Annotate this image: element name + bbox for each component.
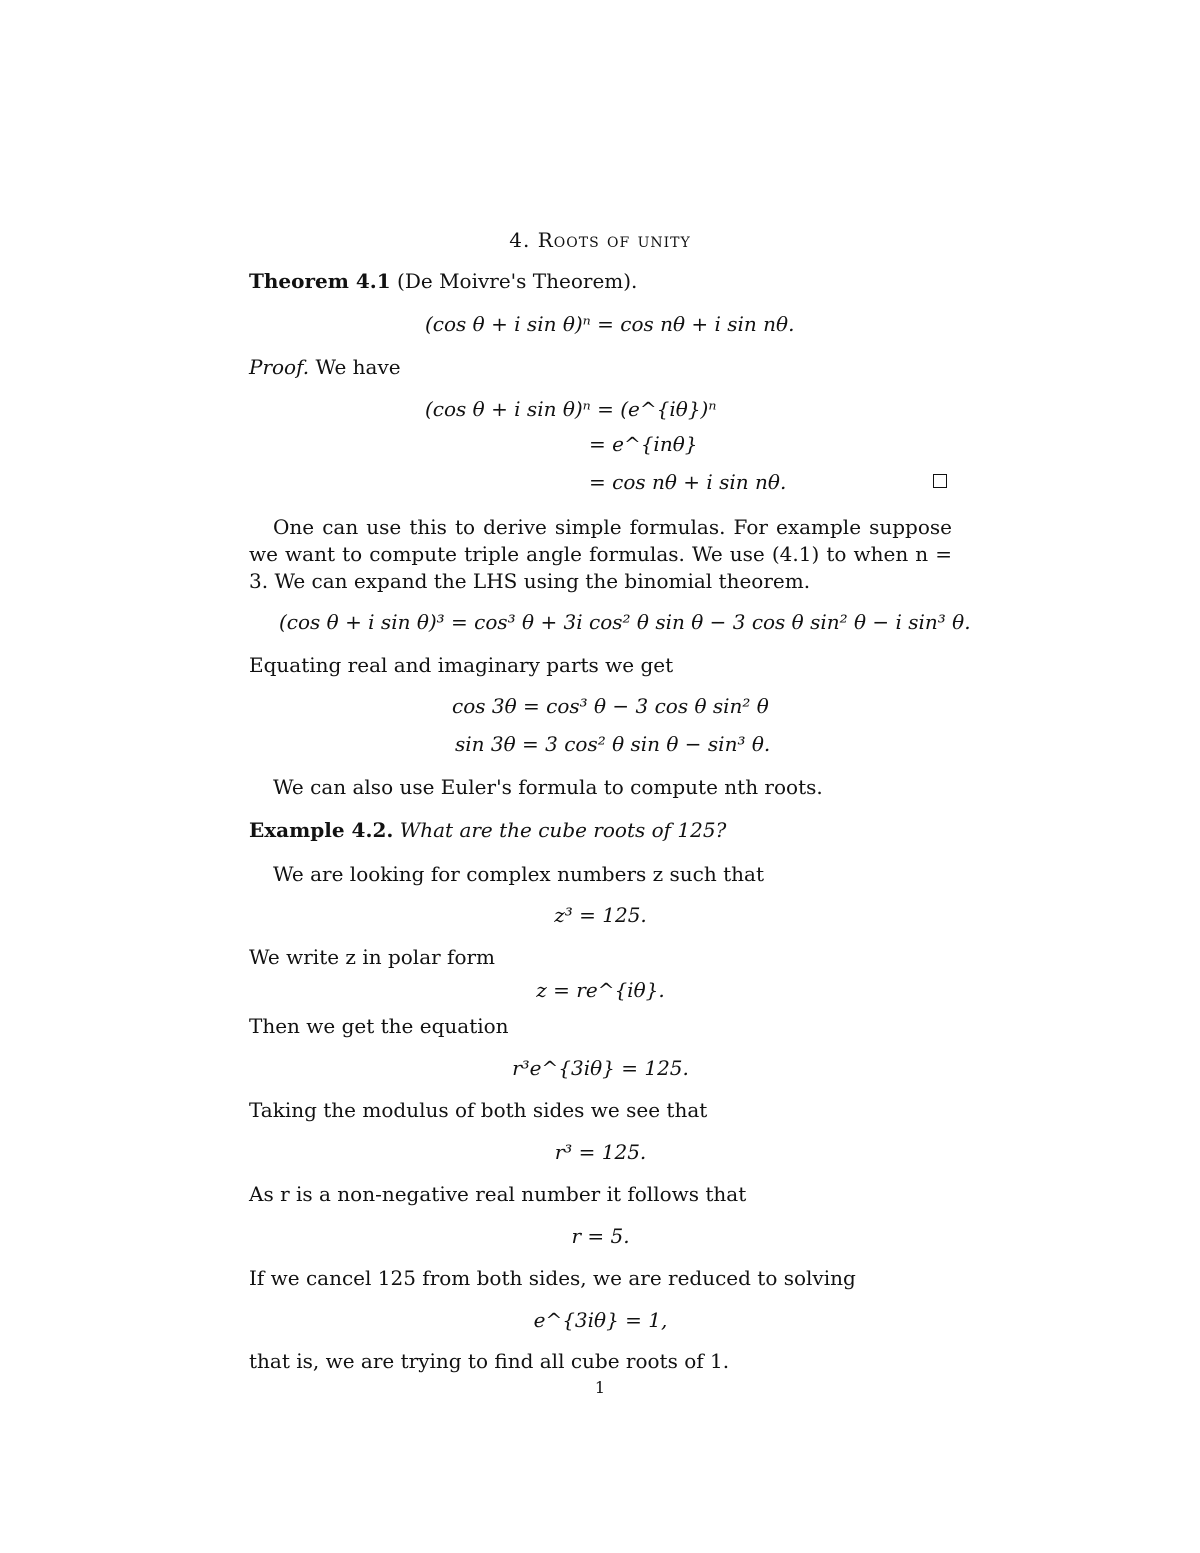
paragraph-polar-form: We write z in polar form [249, 945, 496, 969]
section-title: Roots of unity [537, 228, 691, 252]
proof-equation-line-2 [589, 432, 697, 456]
example-label: Example 4.2. [249, 818, 394, 842]
equation-r3-e3-text: r³e^{3iθ} = 125. [512, 1056, 689, 1080]
paragraph-equating: Equating real and imaginary parts we get [249, 653, 674, 677]
paragraph-modulus: Taking the modulus of both sides we see that [249, 1098, 708, 1122]
paragraph-cube-roots: that is, we are trying to find all cube roots of 1. [249, 1349, 730, 1373]
equation-e3-equals-1 [249, 1308, 952, 1332]
proof-line1-lhs: (cos θ + i sin θ)ⁿ [425, 397, 591, 421]
proof-line2-rhs: = e^{inθ} [589, 432, 698, 456]
equation-z-cubed [249, 903, 952, 927]
theorem-name: (De Moivre's Theorem). [397, 269, 638, 293]
paragraph-then-equation: Then we get the equation [249, 1014, 509, 1038]
equation-z-cubed-text: z³ = 125. [554, 903, 647, 927]
page-number: 1 [594, 1378, 606, 1397]
paragraph-triple-angle: One can use this to derive simple formulas. For example suppose we want to compute triple angle formulas. We use (4.1) to when n = 3. We can expand the LHS using the binomial theorem. [249, 515, 952, 593]
equation-demoivre-lhs: (cos θ + i sin θ)ⁿ [425, 312, 591, 336]
equation-demoivre-rhs: = cos nθ + i sin nθ. [597, 312, 795, 336]
theorem-statement [249, 269, 952, 293]
proof-line1-rhs: = (e^{iθ})ⁿ [597, 397, 717, 421]
theorem-label: Theorem 4.1 [249, 269, 391, 293]
equation-r-cubed [249, 1140, 952, 1164]
proof-line3-rhs: = cos nθ + i sin nθ. [589, 470, 787, 494]
paragraph-non-negative: As r is a non-negative real number it follows that [249, 1182, 747, 1206]
qed-square-icon [933, 474, 947, 488]
equation-r3-e3 [249, 1056, 952, 1080]
equation-e3-equals-1-text: e^{3iθ} = 1, [533, 1308, 668, 1332]
equation-cos3-lhs: cos 3θ [452, 694, 517, 718]
equation-sin3 [455, 732, 770, 756]
proof-equation-line-1 [425, 397, 716, 421]
equation-r-equals-5-text: r = 5. [571, 1224, 630, 1248]
equation-polar [249, 978, 952, 1002]
equation-sin3-rhs: = 3 cos² θ sin θ − sin³ θ. [522, 732, 771, 756]
proof-label: Proof. [249, 355, 310, 379]
equation-cos3 [452, 694, 769, 718]
paragraph-euler: We can also use Euler's formula to compute nth roots. [273, 775, 823, 799]
section-heading [0, 228, 1200, 252]
example-statement [249, 818, 952, 842]
proof-intro [249, 355, 952, 379]
equation-r-cubed-text: r³ = 125. [554, 1140, 647, 1164]
paragraph-cancel: If we cancel 125 from both sides, we are reduced to solving [249, 1266, 856, 1290]
equation-sin3-lhs: sin 3θ [455, 732, 516, 756]
section-number: 4. [509, 228, 531, 252]
equation-binomial-expansion [279, 610, 971, 634]
equation-cos3-rhs: = cos³ θ − 3 cos θ sin² θ [523, 694, 769, 718]
equation-r-equals-5 [249, 1224, 952, 1248]
example-question: What are the cube roots of 125? [399, 818, 727, 842]
equation-binomial-text: (cos θ + i sin θ)³ = cos³ θ + 3i cos² θ sin θ − 3 cos θ sin² θ − i sin³ θ. [279, 610, 971, 634]
equation-demoivre [425, 312, 794, 336]
proof-equation-line-3 [589, 470, 786, 494]
equation-polar-text: z = re^{iθ}. [536, 978, 665, 1002]
paragraph-looking-for: We are looking for complex numbers z such that [273, 862, 764, 886]
proof-intro-text: We have [315, 355, 401, 379]
